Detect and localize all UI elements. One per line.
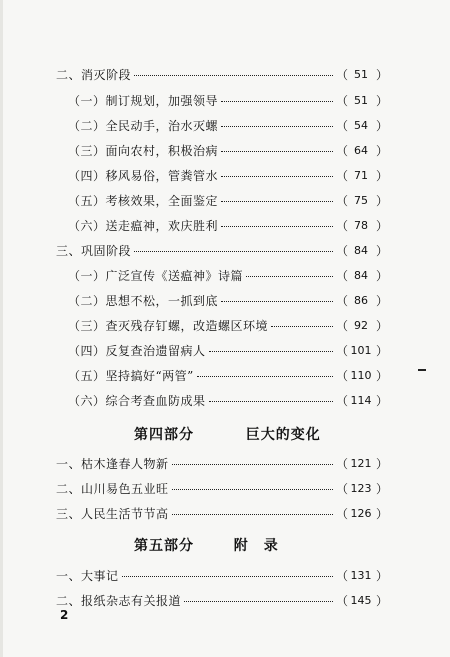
toc-page-ref: （ 75 ） <box>336 194 389 208</box>
toc-row <box>68 267 389 285</box>
toc-row <box>68 292 389 310</box>
leader-dots <box>271 325 333 327</box>
toc-row <box>68 117 389 135</box>
toc-page-number: 75 <box>354 194 368 207</box>
toc-entry-label: （六）综合考查血防成果 <box>68 394 206 408</box>
page-number: 2 <box>60 608 69 622</box>
toc-page-ref: （ 145 ） <box>336 594 389 608</box>
toc-entry-label: （五）考核效果，全面鉴定 <box>68 194 219 208</box>
toc-entry-label: 一、大事记 <box>56 569 119 583</box>
toc-page-number: 71 <box>354 169 368 182</box>
leader-dots <box>221 200 333 202</box>
toc-page-ref: （ 110 ） <box>336 369 389 383</box>
page-edge <box>0 0 3 657</box>
toc-row <box>68 142 389 160</box>
toc-row <box>68 217 389 235</box>
toc-page-ref: （ 64 ） <box>336 144 389 158</box>
toc-page-number: 84 <box>354 269 368 282</box>
leader-dots <box>221 150 333 152</box>
toc-row <box>56 66 389 84</box>
toc-page-number: 54 <box>354 119 368 132</box>
toc-page-ref: （ 126 ） <box>336 507 389 521</box>
part5-heading <box>134 535 279 555</box>
toc-page-number: 131 <box>350 569 372 582</box>
toc-row <box>56 455 389 473</box>
toc-entry-label: （三）查灭残存钉螺，改造螺区环境 <box>68 319 269 333</box>
toc-page-number: 126 <box>350 507 372 520</box>
leader-dots <box>246 275 333 277</box>
toc-entry-label: （二）思想不松，一抓到底 <box>68 294 219 308</box>
toc-page-ref: （ 51 ） <box>336 68 389 82</box>
leader-dots <box>134 250 333 252</box>
toc-row <box>68 342 389 360</box>
toc-page-number: 86 <box>354 294 368 307</box>
part5-heading-title: 附 录 <box>233 538 279 554</box>
toc-row <box>56 592 389 610</box>
toc-row <box>68 392 389 410</box>
toc-row <box>68 92 389 110</box>
leader-dots <box>122 575 333 577</box>
toc-page-ref: （ 121 ） <box>336 457 389 471</box>
toc-entry-label: （一）制订规划，加强领导 <box>68 94 219 108</box>
toc-page-ref: （ 54 ） <box>336 119 389 133</box>
toc-page-number: 110 <box>350 369 372 382</box>
toc-entry-label: （四）移风易俗，管粪管水 <box>68 169 219 183</box>
part4-heading <box>134 424 321 444</box>
toc-entry-label: （五）坚持搞好“两管” <box>68 369 194 383</box>
toc-entry-label: 三、巩固阶段 <box>56 244 132 258</box>
leader-dots <box>209 400 333 402</box>
leader-dots <box>172 488 333 490</box>
toc-page-number: 101 <box>350 344 372 357</box>
leader-dots <box>197 375 333 377</box>
toc-entry-label: 一、枯木逢春人物新 <box>56 457 169 471</box>
leader-dots <box>209 350 333 352</box>
toc-page-ref: （ 131 ） <box>336 569 389 583</box>
toc-page-number: 123 <box>350 482 372 495</box>
toc-page-ref: （ 101 ） <box>336 344 389 358</box>
toc-row <box>68 317 389 335</box>
toc-page-ref: （ 92 ） <box>336 319 389 333</box>
toc-page-ref: （ 84 ） <box>336 244 389 258</box>
part4-heading-title: 巨大的变化 <box>245 427 321 443</box>
toc-page-ref: （ 123 ） <box>336 482 389 496</box>
toc-entry-label: （一）广泛宣传《送瘟神》诗篇 <box>68 269 244 283</box>
leader-dots <box>221 175 333 177</box>
toc-row <box>68 192 389 210</box>
leader-dots <box>221 225 333 227</box>
toc-page-ref: （ 84 ） <box>336 269 389 283</box>
toc-page-ref: （ 78 ） <box>336 219 389 233</box>
toc-entry-label: 三、人民生活节节高 <box>56 507 169 521</box>
leader-dots <box>221 125 333 127</box>
toc-row <box>56 505 389 523</box>
toc-page-ref: （ 86 ） <box>336 294 389 308</box>
toc-page-number: 64 <box>354 144 368 157</box>
toc-row <box>68 367 389 385</box>
toc-page-ref: （ 114 ） <box>336 394 389 408</box>
toc-page-ref: （ 71 ） <box>336 169 389 183</box>
toc-entry-label: （三）面向农村，积极治病 <box>68 144 219 158</box>
toc-entry-label: （二）全民动手，治水灭螺 <box>68 119 219 133</box>
toc-entry-label: 二、报纸杂志有关报道 <box>56 594 182 608</box>
toc-row <box>56 242 389 260</box>
toc-page-number: 121 <box>350 457 372 470</box>
toc-page-number: 145 <box>350 594 372 607</box>
leader-dots <box>134 74 333 76</box>
toc-page-number: 92 <box>354 319 368 332</box>
toc-entry-label: （六）送走瘟神，欢庆胜利 <box>68 219 219 233</box>
toc-entry-label: 二、山川易色五业旺 <box>56 482 169 496</box>
toc-page-number: 51 <box>354 94 368 107</box>
toc-row <box>68 167 389 185</box>
leader-dots <box>172 513 333 515</box>
toc-entry-label: （四）反复查治遗留病人 <box>68 344 206 358</box>
part4-heading-part: 第四部分 <box>134 427 194 443</box>
toc-page-number: 114 <box>350 394 372 407</box>
toc-page-number: 84 <box>354 244 368 257</box>
toc-page-number: 78 <box>354 219 368 232</box>
margin-mark <box>418 369 426 371</box>
part5-heading-part: 第五部分 <box>134 538 194 554</box>
toc-entry-label: 二、消灭阶段 <box>56 68 132 82</box>
toc-page-number: 51 <box>354 68 368 81</box>
leader-dots <box>221 100 333 102</box>
toc-row <box>56 480 389 498</box>
leader-dots <box>221 300 333 302</box>
toc-row <box>56 567 389 585</box>
toc-page-ref: （ 51 ） <box>336 94 389 108</box>
leader-dots <box>172 463 333 465</box>
leader-dots <box>184 600 333 602</box>
